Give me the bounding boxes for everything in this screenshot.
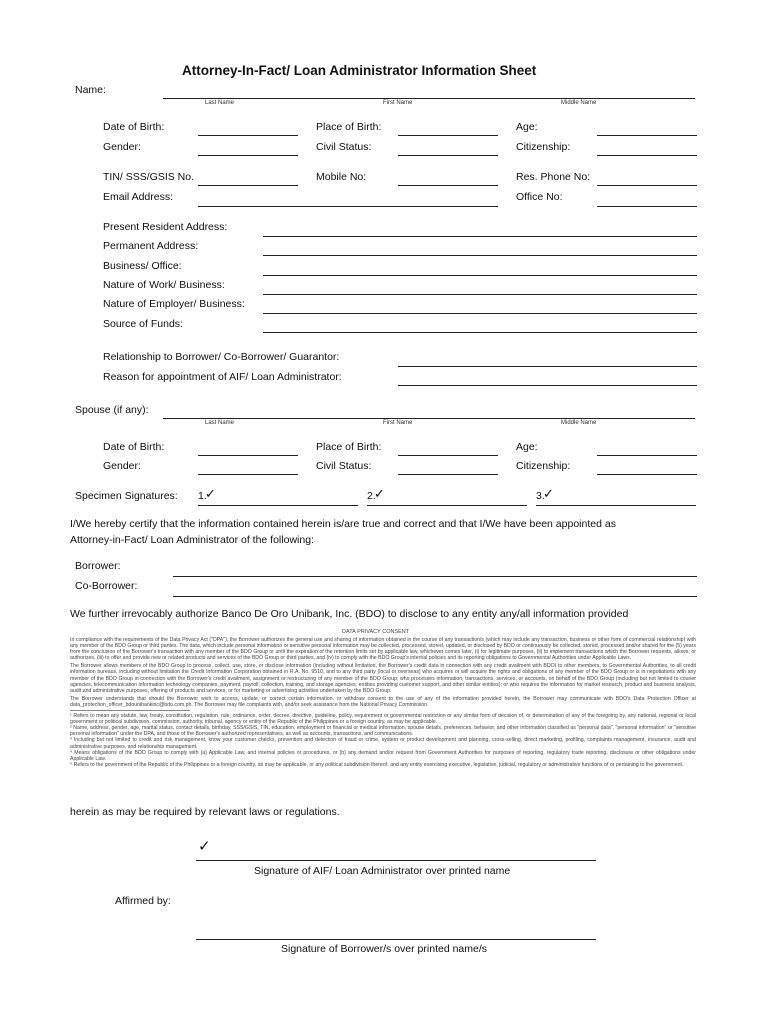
present-address-field[interactable] [263, 236, 697, 237]
specimen-signature-2-field[interactable] [367, 505, 527, 506]
affirmed-by-label: Affirmed by: [115, 895, 171, 907]
res-phone-field[interactable] [597, 185, 697, 186]
gender-label: Gender: [103, 141, 141, 153]
privacy-paragraph-1: In compliance with the requirements of the Data Privacy Act ("DPA"), the Borrower authorizes the general use and sharing of information obtained in the course of any transaction/s (which may include any transaction, business or other form of commercial relationship) with any member of the BDO Group or third parties. The data, which include personal information or sensitive personal information may be collected, processed, stored, updated, or disclosed by BDO or continuously be collected, stored, processed and/or shared for the (5) years from the conclusion of the Borrower's transaction with any member of the BDO Group or until the expiration of the retention limits set by applicable law, whichever comes later, (i) for legitimate purposes, (ii) to implement transactions which the Borrower requests, allows, or authorizes, (iii) to offer and provide new or related products and services of the BDO Group or third parties, and (iv) to comply with the BDO Group's internal policies and its reporting obligations to Governmental Authorities under Applicable Laws. [70, 637, 696, 662]
privacy-consent-block [70, 637, 696, 805]
present-address-label: Present Resident Address: [103, 221, 228, 233]
privacy-footnote-2: ² Name, address, gender, age, marital status, contact details, birthday, SSS/GSIS, TIN, education, employment or financial or medical information, spouse details, preferences, behavior, and other information classified as "personal data", "personal information" or "sensitive personal information" under the DPA, and those of the Borrower's authorized representatives, as well as accounts, transactions, and communications. [70, 725, 696, 738]
specimen-signature-1-field[interactable] [198, 505, 358, 506]
email-label: Email Address: [103, 191, 174, 203]
civil-status-field[interactable] [398, 155, 498, 156]
spouse-civil-status-field[interactable] [398, 474, 498, 475]
borrower-label: Borrower: [75, 560, 121, 572]
age-field[interactable] [597, 135, 697, 136]
relationship-label: Relationship to Borrower/ Co-Borrower/ Guarantor: [103, 351, 340, 363]
borrower-signature-field[interactable] [196, 939, 596, 940]
sig3-number: 3. [536, 490, 545, 502]
spouse-citizenship-field[interactable] [597, 474, 697, 475]
sig2-number: 2. [367, 490, 376, 502]
sig3-check-icon: ✓ [543, 486, 554, 501]
privacy-heading: DATA PRIVACY CONSENT [342, 629, 410, 635]
nature-work-field[interactable] [263, 294, 697, 295]
aif-signature-field[interactable] [196, 860, 596, 861]
privacy-paragraph-2: The Borrower allows members of the BDO Group to process, collect, use, store, or disclose information (including without limitation, the Borrower's credit data in connection with any credit availment with BDO) to other members, to Governmental Authorities, to all credit information bureaus, including without limitation the Credit Information Corporation obtained in R.A. No. 9510, and to any third party (local or overseas) who acquires or will acquire the rights and obligations of any member of the BDO Group or is in negotiations with any member of the BDO Group in connection with the Borrower's credit availment, assignment or restructuring of any member of the BDO Group; who processes information, transactions, services, or accounts, on behalf of the BDO Group (including but not limited to courier agencies, telecommunication information technology companies, payment, payroll, collection, training, and storage agencies; entities providing customer support, and other similar entities); or who requires the information for market research, product and business analysis, audit and administrative purposes, offering of products and services, or for marketing or advertising activities undertaken by the BDO Group. [70, 663, 696, 694]
privacy-footnote-4: ⁴ Means obligations of the BDO Group to comply with (a) Applicable Law, and internal policies or procedures, or (b) any demand and/or request from Government Authorities for purposes of reporting, regulatory trade reporting, disclosure or other obligations under Applicable Law. [70, 749, 696, 762]
res-phone-label: Res. Phone No: [516, 171, 591, 183]
civil-status-label: Civil Status: [316, 141, 372, 153]
privacy-footnote-1: ¹ Refers to mean any statute, law, treaty, constitution, regulation, rule, ordinance, order, decree, directive, guideline, policy, requirement or governmental restriction or any similar form of decision of, or determination of any of the foregoing by, any national, regional or local government or political subdivision, commission, authority, tribunal, agency or entity of the Republic of the Philippines or a foreign country, as may be applicable. [70, 713, 696, 726]
spouse-age-field[interactable] [597, 455, 697, 456]
tin-label: TIN/ SSS/GSIS No. [103, 171, 195, 183]
spouse-label: Spouse (if any): [75, 404, 149, 416]
nature-employer-field[interactable] [263, 313, 697, 314]
name-label: Name: [75, 84, 106, 96]
sig2-check-icon: ✓ [374, 486, 385, 501]
nature-employer-label: Nature of Employer/ Business: [103, 298, 245, 310]
authorize-text-line2: herein as may be required by relevant laws or regulations. [70, 806, 340, 818]
spouse-citizenship-label: Citizenship: [516, 460, 571, 472]
spouse-first-name-caption: First Name [383, 420, 413, 426]
aif-signature-caption: Signature of AIF/ Loan Administrator over printed name [254, 865, 511, 877]
sig1-check-icon: ✓ [205, 486, 216, 501]
dob-field[interactable] [198, 135, 298, 136]
name-field[interactable] [163, 98, 695, 99]
source-funds-label: Source of Funds: [103, 318, 183, 330]
last-name-caption: Last Name [205, 100, 235, 106]
office-field[interactable] [597, 206, 697, 207]
tin-field[interactable] [198, 185, 298, 186]
first-name-caption: First Name [383, 100, 413, 106]
gender-field[interactable] [198, 155, 298, 156]
middle-name-caption: Middle Name [561, 100, 597, 106]
borrower-signature-caption: Signature of Borrower/s over printed name/s [281, 943, 488, 955]
relationship-field[interactable] [398, 366, 697, 367]
spouse-gender-field[interactable] [198, 474, 298, 475]
reason-label: Reason for appointment of AIF/ Loan Administrator: [103, 371, 342, 383]
privacy-footnote-5: ⁵ Refers to the government of the Republic of the Philippines or a foreign country, as may be applicable, or any political subdivision thereof, and any entity exercising executive, legislative, judicial, regulatory or administrative functions of or pertaining to the government. [70, 761, 684, 768]
specimen-signatures-label: Specimen Signatures: [75, 490, 178, 502]
page-title: Attorney-In-Fact/ Loan Administrator Information Sheet [182, 63, 537, 78]
pob-label: Place of Birth: [316, 121, 382, 133]
spouse-age-label: Age: [516, 441, 538, 453]
certify-text-line2: Attorney-in-Fact/ Loan Administrator of the following: [70, 534, 314, 546]
sig1-number: 1. [198, 490, 207, 502]
reason-field[interactable] [398, 385, 697, 386]
spouse-middle-name-caption: Middle Name [561, 420, 597, 426]
citizenship-label: Citizenship: [516, 141, 571, 153]
spouse-last-name-caption: Last Name [205, 420, 235, 426]
citizenship-field[interactable] [597, 155, 697, 156]
borrower-field[interactable] [173, 576, 697, 577]
authorize-text: We further irrevocably authorize Banco De Oro Unibank, Inc. (BDO) to disclose to any entity any/all information provided [70, 608, 629, 620]
email-field[interactable] [198, 206, 498, 207]
age-label: Age: [516, 121, 538, 133]
spouse-dob-label: Date of Birth: [103, 441, 165, 453]
spouse-pob-label: Place of Birth: [316, 441, 382, 453]
dob-label: Date of Birth: [103, 121, 165, 133]
co-borrower-field[interactable] [173, 596, 697, 597]
business-office-label: Business/ Office: [103, 260, 182, 272]
specimen-signature-3-field[interactable] [536, 505, 696, 506]
pob-field[interactable] [398, 135, 498, 136]
spouse-civil-status-label: Civil Status: [316, 460, 372, 472]
aif-signature-check-icon: ✓ [198, 838, 211, 855]
privacy-footnote-3: ³ Including but not limited to credit and risk management, know your customer checks, prevention and detection of fraud or crime, system or product development and planning, cross-selling, direct marketing, profiling, complaints management, insurance, audit and administrative purposes, and relationship management. [70, 737, 696, 750]
business-office-field[interactable] [263, 275, 697, 276]
office-label: Office No: [516, 191, 563, 203]
mobile-field[interactable] [398, 185, 498, 186]
spouse-dob-field[interactable] [198, 455, 298, 456]
co-borrower-label: Co-Borrower: [75, 580, 138, 592]
privacy-paragraph-3: The Borrower understands that should the Borrower wish to access, update, or correct certain information, or withdraw consent to the use of any of the information provided herein, the Borrower may communicate with BDO's Data Protection Officer at data_protection_officer_bdounibankinc@bdo.com.ph. The Borrower may file complaints with, and/or seek assistance from the National Privacy Commission. [70, 695, 696, 708]
spouse-name-field[interactable] [163, 418, 695, 419]
nature-work-label: Nature of Work/ Business: [103, 279, 225, 291]
permanent-address-field[interactable] [263, 255, 697, 256]
mobile-label: Mobile No: [316, 171, 367, 183]
source-funds-field[interactable] [263, 332, 697, 333]
permanent-address-label: Permanent Address: [103, 240, 199, 252]
spouse-pob-field[interactable] [398, 455, 498, 456]
spouse-gender-label: Gender: [103, 460, 141, 472]
certify-text-line1: I/We hereby certify that the information contained herein is/are true and correct and that I/We have been appointed as [70, 518, 616, 530]
